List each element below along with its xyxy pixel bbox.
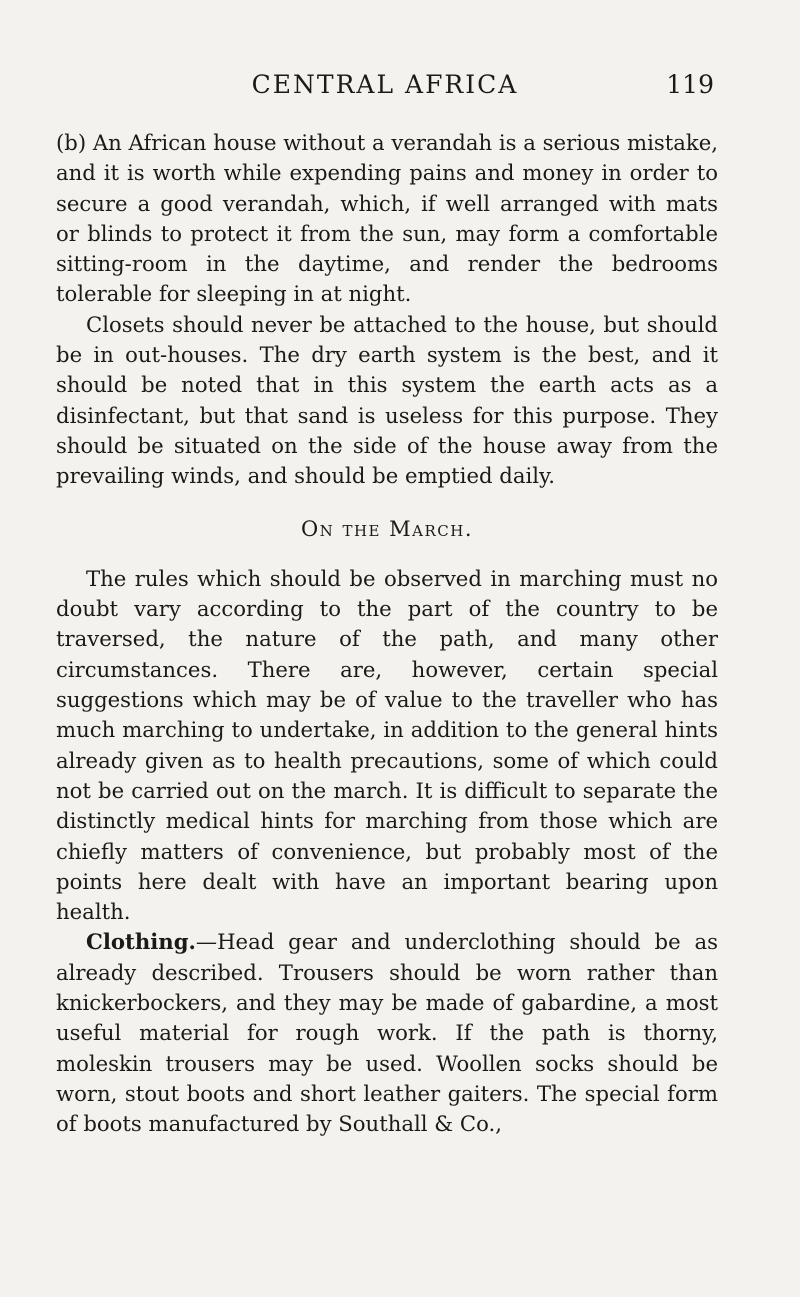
page-header	[56, 70, 714, 110]
clothing-text: —Head gear and underclothing should be as already described. Trousers should be worn rather than knickerbockers, and they may be made of gabardine, a most useful material for rough work. If the path is thorny, moleskin trousers may be used. Woollen socks should be worn, stout boots and short leather gaiters. The special form of boots manufactured by Southall & Co.,	[56, 929, 718, 1137]
section-heading: On the March.	[300, 516, 474, 541]
page-body	[56, 128, 718, 1140]
paragraph-closets: Closets should never be attached to the house, but should be in out-houses. The dry earth system is the best, and it should be noted that in this system the earth acts as a disinfectant, but that sand is useless for this purpose. They should be situated on the side of the house away from the prevailing winds, and should be emptied daily.	[56, 311, 718, 489]
running-title: CENTRAL AFRICA	[251, 70, 519, 99]
paragraph-march-rules: The rules which should be observed in marching must no doubt vary according to the part of the country to be traversed, the nature of the path, and many other circumstances. There are, however, certain special suggestions which may be of value to the traveller who has much marching to undertake, in addition to the general hints already given as to health precautions, some of which could not be carried out on the march. It is difficult to separate the distinctly medical hints for marching from those which are chiefly matters of convenience, but probably most of the points here dealt with have an important bearing upon health.	[56, 565, 718, 925]
clothing-lead: Clothing.	[86, 929, 196, 955]
page-number: 119	[666, 70, 714, 99]
paragraph-verandah: (b) An African house without a verandah is a serious mistake, and it is worth while expending pains and money in order to secure a good verandah, which, if well arranged with mats or blinds to protect it from the sun, may form a comfortable sitting-room in the daytime, and render the bedrooms tolerable for sleeping in at night.	[56, 130, 718, 307]
paragraph-clothing	[56, 927, 718, 1139]
